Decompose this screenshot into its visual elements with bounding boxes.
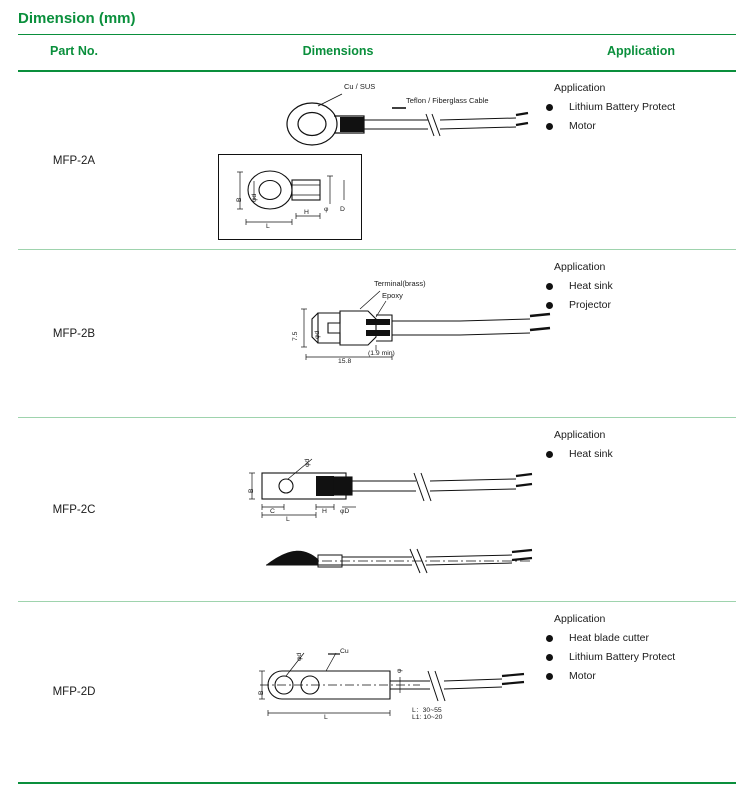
- mfp2a-detail-box: [218, 154, 362, 240]
- label-phi: φ: [396, 668, 403, 673]
- part-no-cell: MFP-2A: [52, 154, 96, 167]
- part-no-cell: MFP-2C: [52, 504, 96, 516]
- application-title: Application: [554, 82, 606, 94]
- label-c: C: [270, 508, 275, 515]
- list-item: [546, 280, 736, 292]
- bullet-icon: [546, 123, 553, 130]
- label-cu: Cu: [340, 648, 349, 655]
- label-b: B: [236, 197, 243, 202]
- application-label: Motor: [569, 120, 596, 132]
- dimensions-cell: [130, 251, 546, 417]
- mfp2d-drawing: [240, 648, 540, 735]
- dimensions-cell: [130, 419, 546, 601]
- application-title: Application: [554, 613, 606, 625]
- application-label: Heat blade cutter: [569, 632, 649, 644]
- page-title: Dimension (mm): [18, 10, 136, 27]
- label-note-l: L：30~55: [412, 707, 442, 714]
- label-phi-d: φd: [304, 458, 311, 467]
- application-label: Heat sink: [569, 280, 613, 292]
- label-phi-d: φd: [314, 330, 321, 339]
- application-label: Heat sink: [569, 448, 613, 460]
- bullet-icon: [546, 104, 553, 111]
- list-item: [546, 448, 736, 460]
- list-item: [546, 651, 736, 663]
- table-row: [18, 603, 736, 781]
- label-l: L: [266, 223, 270, 230]
- row-divider: [18, 601, 736, 602]
- footer-divider: [18, 782, 736, 784]
- label-min: (1.9 min): [368, 350, 395, 357]
- application-cell: [546, 251, 736, 417]
- label-height: 7.5: [292, 331, 299, 341]
- label-note-l1: L1: 10~20: [412, 714, 443, 721]
- bullet-icon: [546, 302, 553, 309]
- label-l: L: [324, 714, 328, 721]
- application-cell: [546, 72, 736, 249]
- header-dimensions: Dimensions: [302, 44, 374, 58]
- label-epoxy: Epoxy: [382, 291, 403, 300]
- bullet-icon: [546, 654, 553, 661]
- header-part-no: Part No.: [50, 44, 98, 58]
- dimensions-cell: [130, 603, 546, 781]
- label-h: H: [304, 209, 309, 216]
- mfp2c-side-view: [244, 539, 544, 579]
- bullet-icon: [546, 451, 553, 458]
- row-divider: [18, 249, 736, 250]
- dimensions-cell: [130, 72, 546, 249]
- application-title: Application: [554, 261, 606, 273]
- application-label: Projector: [569, 299, 612, 311]
- list-item: [546, 101, 736, 113]
- table-row: [18, 251, 736, 417]
- bullet-icon: [546, 283, 553, 290]
- label-b: B: [248, 488, 255, 493]
- application-cell: [546, 603, 736, 781]
- bullet-icon: [546, 635, 553, 642]
- application-label: Motor: [569, 670, 596, 682]
- mfp2b-fork-drawing: [292, 279, 570, 369]
- table-row: [18, 419, 736, 601]
- application-label: Lithium Battery Protect: [569, 101, 676, 113]
- list-item: [546, 670, 736, 682]
- label-phi-d: φd: [251, 193, 258, 202]
- label-b: B: [258, 690, 265, 695]
- label-terminal: Terminal(brass): [374, 279, 426, 288]
- bullet-icon: [546, 673, 553, 680]
- label-l: L: [286, 516, 290, 523]
- label-length: 15.8: [338, 358, 352, 365]
- label-h: H: [322, 508, 327, 515]
- list-item: [546, 632, 736, 644]
- table-header: [18, 44, 736, 70]
- label-phi-D: φD: [340, 508, 350, 515]
- row-divider: [18, 417, 736, 418]
- application-label: Lithium Battery Protect: [569, 651, 676, 663]
- list-item: [546, 299, 736, 311]
- part-no-cell: MFP-2D: [52, 686, 96, 698]
- label-phi-d: φd: [296, 652, 303, 661]
- mfp2a-ring-drawing: [280, 82, 540, 152]
- label-cable: Teflon / Fiberglass Cable: [406, 96, 489, 105]
- part-no-cell: MFP-2B: [52, 328, 96, 340]
- label-phi: φ: [324, 206, 329, 213]
- header-application: Application: [606, 44, 676, 58]
- list-item: [546, 120, 736, 132]
- application-cell: [546, 419, 736, 601]
- title-divider: [18, 34, 736, 35]
- table-row: [18, 72, 736, 249]
- label-material: Cu / SUS: [344, 82, 376, 91]
- application-title: Application: [554, 429, 606, 441]
- label-d2: D: [340, 206, 345, 213]
- mfp2c-top-view: [244, 455, 544, 525]
